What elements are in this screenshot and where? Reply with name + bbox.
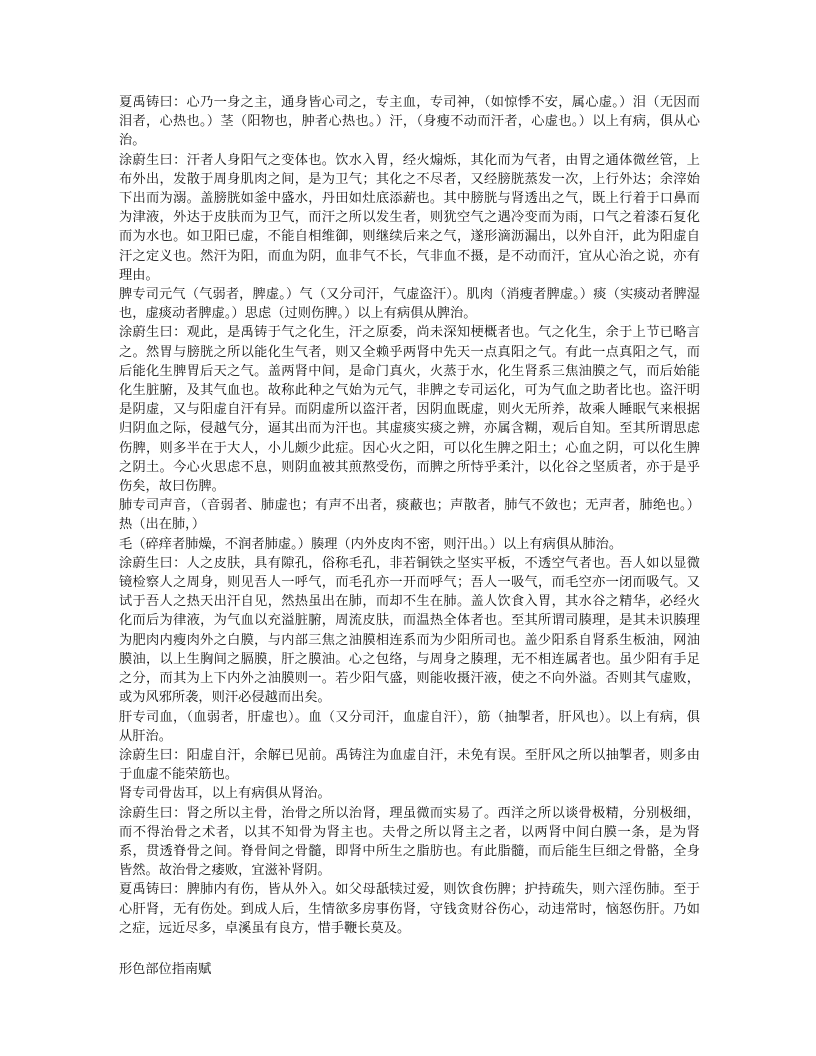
paragraph-injury: 夏禹铸曰：脾肺内有伤，皆从外入。如父母舐犊过爱，则饮食伤脾；护持疏失，则六淫伤肺。至于心肝肾，无有伤处。到成人后，生情欲多房事伤肾，守钱贪财谷伤心，动违常时，恼怒伤肝。乃如之症，远近尽多，卓溪虽有良方，惜手鞭长莫及。 [119, 882, 700, 936]
paragraph-kidney-commentary: 涂蔚生曰：肾之所以主骨，治骨之所以治肾，理虽微而实易了。西洋之所以谈骨极精，分别极细，而不得治骨之术者，以其不知骨为肾主也。夫骨之所以肾主之者，以两肾中间白膜一条，是为肾系，贯透脊骨之间。脊骨间之骨髓，即肾中所生之脂肪也。有此脂髓，而后能生巨细之骨骼，全身皆然。故治骨之痿败，宜滋补肾阴。 [119, 805, 700, 879]
paragraph-lung-commentary: 涂蔚生曰：人之皮肤，具有隙孔，俗称毛孔，非若铜铁之坚实平板，不透空气者也。吾人如以显微镜检察人之周身，则见吾人一呼气，而毛孔亦一开而呼气；吾人一吸气，而毛空亦一闭而吸气。又试于吾人之热天出汗自见，然热虽出在肺，而却不生在肺。盖人饮食入胃，其水谷之精华，必经火化而后为律液，为气血以充溢脏腑，周流皮肤，而温热全体者也。至其所谓司腠理，是其未识腠理为肥肉内瘦肉外之白膜，与内部三焦之油膜相连系而为少阳所司也。盖少阳系自肾系生板油，网油膜油，以上生胸间之膈膜，肝之膜油。心之包络，与周身之腠理，无不相连属者也。虽少阳有手足之分，而其为上下内外之油膜则一。若少阳气盛，则能收摄汗液，使之不向外溢。否则其气虚败，或为风邪所袭，则汗必侵越而出矣。 [119, 555, 700, 706]
document-page [119, 93, 700, 979]
paragraph-liver: 肝专司血，（血弱者，肝虚也）。血（又分司汗，血虚自汗），筋（抽掣者，肝风也）。以上有病，俱从肝治。 [119, 709, 700, 744]
paragraph-lung-hair: 毛（碎痒者肺燥，不润者肺虚。）腠理（内外皮肉不密，则汗出。）以上有病俱从肺治。 [119, 536, 623, 552]
paragraph-kidney: 肾专司骨齿耳，以上有病俱从肾治。 [119, 786, 331, 802]
paragraph-spleen-commentary: 涂蔚生曰：观此，是禹铸于气之化生，汗之原委，尚未深知梗概者也。气之化生，余于上节已略言之。然胃与膀胱之所以能化生气者，则又全赖乎两肾中先天一点真阳之气。有此一点真阳之气，而后能化生脾胃后天之气。盖两肾中间，是命门真火，火蒸于水，化生肾系三焦油膜之气，而后始能化生脏腑，及其气血也。故称此种之气始为元气，非脾之专司运化，可为气血之助者比也。盗汗明是阴虚，又与阳虚自汗有异。而阴虚所以盗汗者，因阴血既虚，则火无所养，故乘人睡眠气来根据归阴血之际，侵越气分，逼其出而为汗也。其虚痰实痰之辨，亦属含糊，观后自知。至其所谓思虑伤脾，则多半在于大人，小儿颇少此症。因心火之阳，可以化生脾之阳土；心血之阴，可以化生脾之阴土。今心火思虑不息，则阴血被其煎熬受伤，而脾之所恃乎柔汁，以化谷之坚质者，亦于是乎伤矣，故曰伤脾。 [119, 325, 700, 495]
paragraph-sweat-commentary: 涂蔚生曰：汗者人身阳气之变体也。饮水入胃，经火煽烁，其化而为气者，由胃之通体微丝管，上布外出，发散于周身肌肉之间，是为卫气；其化之不尽者，又经膀胱蒸发一次，上行外达；余滓始下出而为溺。盖膀胱如釜中盛水，丹田如灶底添薪也。其中膀胱与肾透出之气，既上行着于口鼻而为津液，外达于皮肤而为卫气，而汗之所以发生者，则犹空气之遇冷变而为雨，口气之着漆石复化而为水也。如卫阳已虚，不能自相维御，则继续后来之气，遂形滴沥漏出，以外自汗，此为阳虚自汗之定义也。然汗为阳，而血为阴，血非气不长，气非血不摄，是不动而汗，宜从心治之说，亦有理由。 [119, 152, 700, 283]
paragraph-liver-commentary: 涂蔚生曰：阳虚自汗，余解已见前。禹铸注为血虚自汗，未免有误。至肝风之所以抽掣者，则多由于血虚不能荣筋也。 [119, 747, 700, 783]
paragraph-lung: 肺专司声音，（音弱者、肺虚也；有声不出者，痰蔽也；声散者，肺气不敛也；无声者，肺绝也。）热（出在肺，） [119, 498, 700, 533]
next-section-title: 形色部位指南赋 [119, 961, 212, 977]
paragraph-spleen: 脾专司元气（气弱者，脾虚。）气（又分司汗，气虚盗汗）。肌肉（消瘦者脾虚。）痰（实痰动者脾湿也，虚痰动者脾虚。）思虑（过则伤脾。）以上有病俱从脾治。 [119, 287, 700, 322]
paragraph-heart: 夏禹铸曰：心乃一身之主，通身皆心司之，专主血，专司神，（如惊悸不安，属心虚。）泪（无因而泪者，心热也。）茎（阳物也，肿者心热也。）汗，（身瘦不动而汗者，心虚也。）以上有病，俱从心治。 [119, 95, 700, 149]
